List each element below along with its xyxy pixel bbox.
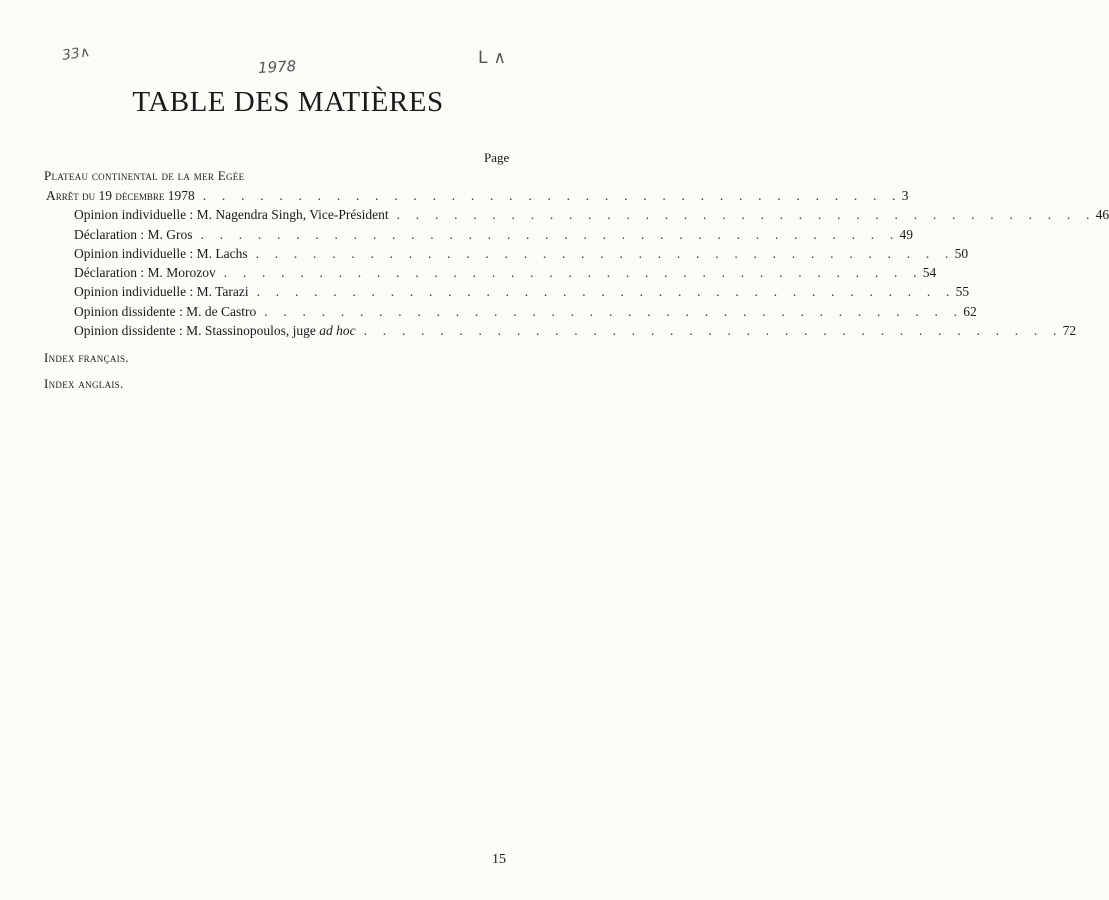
toc-entry-label: Déclaration : M. Gros — [74, 226, 193, 242]
page-column-header: Page — [484, 150, 510, 165]
toc-entry-label: Opinion dissidente : M. de Castro — [74, 303, 257, 319]
toc-entry-page: 3 — [901, 188, 909, 203]
leader-dots: . . . . . . . . . . . . . . . . . . . . . . . . . . . . . . . . . . . . . — [396, 207, 1096, 223]
section-title: Plateau continental de la mer Egée — [44, 168, 245, 183]
toc-entry-label: Opinion individuelle : M. Nagendra Singh, Vice-Président — [74, 207, 389, 223]
toc-entry-page: 49 — [899, 226, 913, 242]
toc-entry-page: 55 — [955, 284, 970, 300]
toc-entry — [44, 323, 1077, 342]
toc-entry — [44, 207, 1109, 226]
toc-entry-page: 50 — [954, 245, 969, 261]
toc-entry — [44, 265, 937, 284]
toc-list — [44, 188, 1109, 342]
leader-dots: . . . . . . . . . . . . . . . . . . . . . . . . . . . . . . . . . . . . . — [255, 245, 955, 261]
leader-dots: . . . . . . . . . . . . . . . . . . . . . . . . . . . . . . . . . . . . . — [223, 265, 923, 281]
toc-entry-page: 72 — [1062, 323, 1077, 339]
toc-entry-page: 46 — [1095, 207, 1109, 223]
toc-entry-label: Opinion dissidente : M. Stassinopoulos, juge ad hoc — [74, 323, 356, 339]
toc-entry — [44, 188, 909, 207]
leader-dots: . . . . . . . . . . . . . . . . . . . . . . . . . . . . . . . . . . . . . — [264, 303, 964, 319]
toc-entry — [44, 226, 913, 246]
toc-entry-page: 54 — [922, 265, 937, 281]
toc-entry — [44, 245, 969, 265]
toc-entry-label: Opinion individuelle : M. Lachs — [74, 245, 248, 261]
toc-entry-label: Opinion individuelle : M. Tarazi — [74, 284, 249, 300]
toc-entry-page: 62 — [963, 303, 977, 319]
page-title: TABLE DES MATIÈRES — [132, 86, 444, 118]
handwritten-note-right: L∧ — [478, 48, 512, 68]
toc-entry — [44, 284, 970, 303]
index-french: Index français. — [44, 350, 129, 365]
leader-dots: . . . . . . . . . . . . . . . . . . . . . . . . . . . . . . . . . . . . . — [363, 323, 1063, 339]
index-english: Index anglais. — [44, 376, 124, 391]
leader-dots: . . . . . . . . . . . . . . . . . . . . . . . . . . . . . . . . . . . . . — [202, 188, 902, 203]
leader-dots: . . . . . . . . . . . . . . . . . . . . . . . . . . . . . . . . . . . . . — [200, 226, 900, 242]
handwritten-note-year: 1978 — [257, 57, 297, 77]
toc-entry — [44, 303, 977, 323]
handwritten-note-left: 33∧ — [61, 44, 92, 64]
toc-entry-label: Arrêt du 19 décembre 1978 — [46, 188, 195, 203]
leader-dots: . . . . . . . . . . . . . . . . . . . . . . . . . . . . . . . . . . . . . — [256, 284, 956, 300]
page-number: 15 — [492, 852, 506, 867]
toc-entry-label: Déclaration : M. Morozov — [74, 265, 216, 281]
